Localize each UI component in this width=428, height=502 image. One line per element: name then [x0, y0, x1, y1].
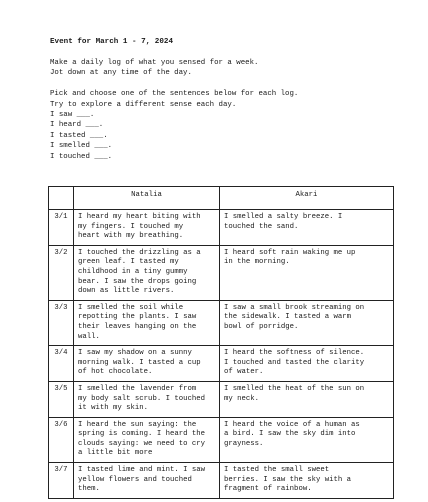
header-cell-natalia: Natalia — [74, 187, 220, 210]
akari-entry-line: I heard the softness of silence. — [224, 349, 365, 358]
header-cell-akari: Akari — [220, 187, 394, 210]
table-header-row — [49, 187, 394, 210]
natalia-entry-line: clouds saying: we need to cry — [78, 439, 205, 448]
day-cell: 3/6 — [49, 417, 74, 462]
natalia-entry-line: heart with my breathing. — [78, 232, 184, 241]
akari-entry-line: I tasted the small sweet — [224, 466, 330, 475]
natalia-entry-cell — [74, 346, 220, 382]
instruction-line: Jot down at any time of the day. — [50, 69, 192, 78]
akari-entry-cell — [220, 300, 394, 345]
akari-entry-cell — [220, 245, 394, 300]
table-row — [49, 300, 394, 345]
prompt-line: I saw ___. — [50, 110, 95, 119]
natalia-entry-cell — [74, 463, 220, 499]
natalia-entry-cell — [74, 417, 220, 462]
prompt-line: Try to explore a different sense each day. — [50, 100, 237, 109]
akari-entry-cell — [220, 381, 394, 417]
natalia-entry-line: yellow flowers and touched — [78, 475, 192, 484]
akari-entry-line: bowl of porridge. — [224, 322, 299, 331]
akari-entry-line: I touched and tasted the clarity — [224, 358, 365, 367]
natalia-entry-line: them. — [78, 485, 100, 494]
natalia-entry-line: morning walk. I tasted a cup — [78, 358, 201, 367]
natalia-entry-line: spring is coming. I heard the — [78, 430, 205, 439]
akari-entry-line: touched the sand. — [224, 222, 299, 231]
prompt-line: I smelled ___. — [50, 142, 113, 151]
table-row — [49, 381, 394, 417]
akari-entry-line: I heard the voice of a human as — [224, 420, 360, 429]
natalia-entry-cell — [74, 245, 220, 300]
table-row — [49, 245, 394, 300]
document-title: Event for March 1 - 7, 2024 — [50, 38, 174, 46]
natalia-entry-cell — [74, 210, 220, 246]
natalia-entry-line: I heard the sun saying: the — [78, 420, 197, 429]
natalia-entry-line: my fingers. I touched my — [78, 222, 184, 231]
akari-entry-line: I smelled the heat of the sun on — [224, 384, 365, 393]
natalia-entry-line: my body salt scrub. I touched — [78, 394, 205, 403]
natalia-entry-line: I heard my heart biting with — [78, 213, 201, 221]
table-row — [49, 463, 394, 499]
day-cell: 3/4 — [49, 346, 74, 382]
day-cell: 3/5 — [49, 381, 74, 417]
natalia-entry-line: green leaf. I tasted my — [78, 258, 179, 267]
akari-entry-line: fragment of rainbow. — [224, 485, 312, 494]
sense-log-table — [48, 186, 394, 499]
akari-entry-line: a bird. I saw the sky dim into — [224, 430, 356, 439]
natalia-entry-line: I smelled the lavender from — [78, 384, 197, 393]
akari-entry-cell — [220, 463, 394, 499]
spacer — [50, 79, 298, 89]
natalia-entry-line: repotting the plants. I saw — [78, 313, 197, 322]
akari-entry-line: in the morning. — [224, 258, 290, 267]
table-row — [49, 346, 394, 382]
natalia-entry-line: I saw my shadow on a sunny — [78, 349, 192, 358]
natalia-entry-line: it with my skin. — [78, 404, 149, 413]
akari-entry-line: I smelled a salty breeze. I — [224, 213, 343, 221]
natalia-entry-line: I tasted lime and mint. I saw — [78, 466, 205, 475]
prompt-line: I heard ___. — [50, 121, 104, 130]
akari-entry-line: grayness. — [224, 439, 264, 448]
natalia-entry-line: I smelled the soil while — [78, 303, 184, 312]
akari-entry-line: my neck. — [224, 394, 260, 403]
akari-entry-line: berries. I saw the sky with a — [224, 475, 351, 484]
prompt-line: I tasted ___. — [50, 131, 108, 140]
natalia-entry-line: their leaves hanging on the — [78, 322, 197, 331]
akari-entry-cell — [220, 417, 394, 462]
table-row — [49, 417, 394, 462]
akari-entry-line: the sidewalk. I tasted a warm — [224, 313, 351, 322]
akari-entry-line: of water. — [224, 368, 264, 377]
akari-entry-cell — [220, 346, 394, 382]
akari-entry-line: I saw a small brook streaming on — [224, 303, 365, 312]
natalia-entry-line: I touched the drizzling as a — [78, 248, 201, 257]
natalia-entry-line: of hot chocolate. — [78, 368, 153, 377]
natalia-entry-cell — [74, 381, 220, 417]
day-cell: 3/3 — [49, 300, 74, 345]
prompt-line: Pick and choose one of the sentences below for each log. — [50, 90, 299, 99]
natalia-entry-line: a little bit more — [78, 449, 153, 458]
header-cell-day — [49, 187, 74, 210]
prompt-line: I touched ___. — [50, 152, 113, 161]
akari-entry-line: I heard soft rain waking me up — [224, 248, 356, 257]
day-cell: 3/1 — [49, 210, 74, 246]
table-row — [49, 210, 394, 246]
natalia-entry-line: bear. I saw the drops going — [78, 277, 197, 286]
natalia-entry-line: down as little rivers. — [78, 287, 175, 296]
instructions — [50, 58, 298, 162]
natalia-entry-line: childhood in a tiny gummy — [78, 267, 188, 276]
day-cell: 3/7 — [49, 463, 74, 499]
day-cell: 3/2 — [49, 245, 74, 300]
akari-entry-cell — [220, 210, 394, 246]
natalia-entry-line: wall. — [78, 332, 100, 341]
natalia-entry-cell — [74, 300, 220, 345]
instruction-line: Make a daily log of what you sensed for a week. — [50, 59, 259, 67]
